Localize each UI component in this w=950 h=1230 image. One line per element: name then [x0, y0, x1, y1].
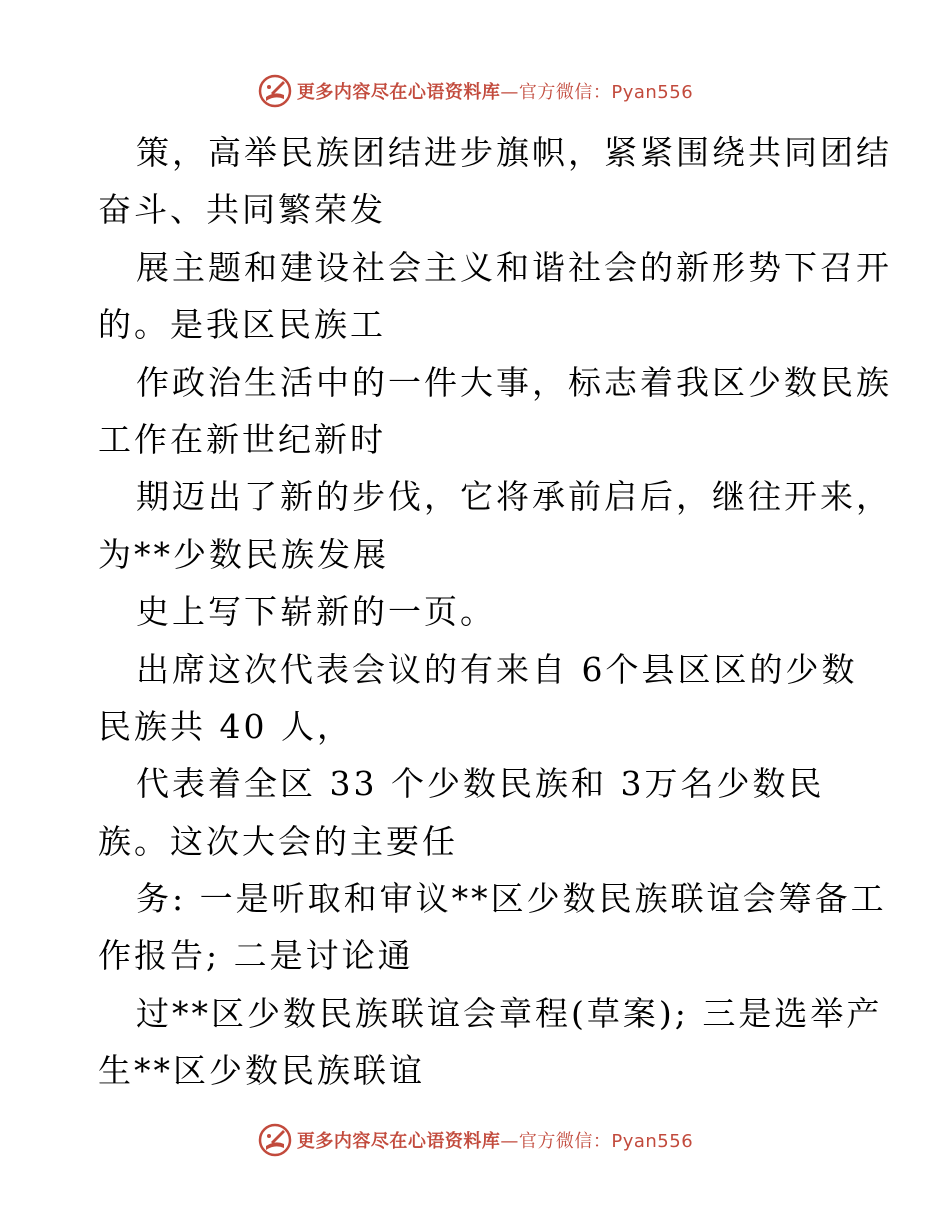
- header-watermark-text: 更多内容尽在心语资料库—官方微信：Pyan556: [296, 82, 694, 103]
- text-line: 作政治生活中的一件大事，标志着我区少数民族: [136, 362, 892, 402]
- text-line: 作报告; 二是讨论通: [98, 936, 414, 976]
- text-line: 史上写下崭新的一页。: [136, 592, 496, 632]
- text-line: 工作在新世纪新时: [98, 419, 386, 459]
- text-line: 生**区少数民族联谊: [98, 1051, 425, 1091]
- text-line: 民族共 40 人，: [98, 706, 353, 746]
- text-line: 奋斗、共同繁荣发: [98, 190, 386, 230]
- text-line: 出席这次代表会议的有来自 6个县区区的少数: [136, 649, 858, 689]
- text-line: 展主题和建设社会主义和谐社会的新形势下召开: [136, 247, 892, 287]
- text-line: 务: 一是听取和审议**区少数民族联谊会筹备工: [136, 879, 887, 919]
- header-watermark: [0, 71, 950, 111]
- book-quill-logo-icon: [257, 73, 293, 109]
- text-line: 策，高举民族团结进步旗帜，紧紧围绕共同团结: [136, 133, 892, 172]
- text-line: 代表着全区 33 个少数民族和 3万名少数民: [136, 764, 825, 804]
- text-line: 过**区少数民族联谊会章程(草案); 三是选举产: [136, 993, 883, 1033]
- text-line: 期迈出了新的步伐，它将承前启后，继往开来，: [136, 477, 892, 517]
- text-line: 的。是我区民族工: [98, 305, 386, 345]
- book-quill-logo-icon: [257, 1122, 293, 1158]
- footer-watermark: [0, 1120, 950, 1160]
- document-body: [98, 124, 892, 1100]
- footer-watermark-text: 更多内容尽在心语资料库—官方微信：Pyan556: [296, 1131, 694, 1152]
- text-line: 为**少数民族发展: [98, 534, 389, 574]
- text-line: 族。这次大会的主要任: [98, 821, 458, 861]
